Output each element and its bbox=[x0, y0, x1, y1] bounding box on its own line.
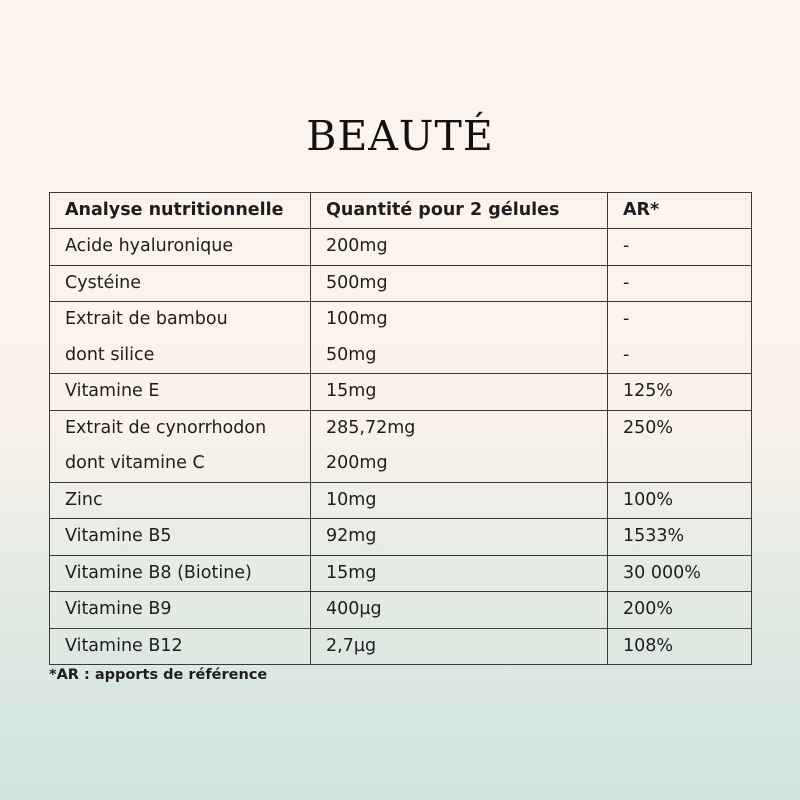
header-quantity: Quantité pour 2 gélules bbox=[311, 193, 608, 229]
nutrient-name: Acide hyaluronique bbox=[65, 236, 234, 256]
nutrient-ar: 100% bbox=[623, 489, 674, 510]
quantity-cell bbox=[311, 229, 608, 266]
nutrient-name-cell bbox=[50, 592, 311, 629]
quantity-cell bbox=[311, 628, 608, 665]
header-nutritional-analysis: Analyse nutritionnelle bbox=[50, 193, 311, 229]
ar-cell bbox=[608, 592, 752, 629]
header-reference-intake: AR* bbox=[608, 193, 752, 229]
nutrient-name: Zinc bbox=[65, 489, 103, 510]
table-row bbox=[50, 302, 752, 374]
nutrient-name-cell bbox=[50, 302, 311, 374]
nutrient-quantity: 2,7µg bbox=[326, 635, 377, 656]
nutrient-quantity: 10mg bbox=[326, 489, 377, 510]
nutrient-quantity: 400µg bbox=[326, 599, 382, 619]
nutrient-name-cell bbox=[50, 555, 311, 592]
table-row bbox=[50, 628, 752, 665]
quantity-cell bbox=[311, 592, 608, 629]
ar-cell bbox=[608, 302, 752, 374]
table-row bbox=[50, 482, 752, 519]
nutrient-sub-name: dont vitamine C bbox=[65, 453, 205, 473]
nutrient-quantity: 500mg bbox=[326, 272, 388, 293]
nutrient-ar: - bbox=[623, 236, 630, 256]
table-row bbox=[50, 519, 752, 556]
nutrient-name: Vitamine E bbox=[65, 381, 160, 401]
table-row bbox=[50, 555, 752, 592]
table-row bbox=[50, 374, 752, 411]
nutrient-ar: - bbox=[623, 309, 630, 329]
nutrient-quantity: 285,72mg bbox=[326, 417, 416, 438]
nutrient-name: Vitamine B12 bbox=[65, 635, 183, 656]
quantity-cell bbox=[311, 374, 608, 411]
ar-cell bbox=[608, 628, 752, 665]
nutrient-ar: - bbox=[623, 272, 630, 293]
table-header-row bbox=[50, 193, 752, 229]
table-row bbox=[50, 265, 752, 302]
nutrient-ar: 250% bbox=[623, 417, 674, 438]
ar-cell bbox=[608, 555, 752, 592]
nutrient-ar: 1533% bbox=[623, 526, 685, 546]
ar-cell bbox=[608, 229, 752, 266]
nutrient-name-cell bbox=[50, 410, 311, 482]
nutrient-name-cell bbox=[50, 519, 311, 556]
nutrient-name: Vitamine B8 (Biotine) bbox=[65, 562, 252, 583]
nutrient-sub-quantity: 50mg bbox=[326, 344, 377, 365]
nutrient-name: Extrait de bambou bbox=[65, 309, 228, 329]
nutrient-name-cell bbox=[50, 265, 311, 302]
quantity-cell bbox=[311, 555, 608, 592]
nutrient-name: Vitamine B9 bbox=[65, 599, 172, 619]
quantity-cell bbox=[311, 482, 608, 519]
table-row bbox=[50, 592, 752, 629]
nutrient-name-cell bbox=[50, 628, 311, 665]
quantity-cell bbox=[311, 302, 608, 374]
nutrient-name-cell bbox=[50, 482, 311, 519]
nutrient-quantity: 200mg bbox=[326, 236, 388, 256]
nutrient-quantity: 15mg bbox=[326, 381, 377, 401]
ar-cell bbox=[608, 374, 752, 411]
ar-cell bbox=[608, 410, 752, 482]
quantity-cell bbox=[311, 410, 608, 482]
ar-cell bbox=[608, 265, 752, 302]
nutrient-ar: 30 000% bbox=[623, 562, 701, 583]
page-title: BEAUTÉ bbox=[306, 112, 494, 160]
quantity-cell bbox=[311, 519, 608, 556]
footnote: *AR : apports de référence bbox=[49, 667, 268, 683]
nutrient-ar: 200% bbox=[623, 599, 674, 619]
nutrient-name: Extrait de cynorrhodon bbox=[65, 417, 267, 438]
nutrient-sub-ar: - bbox=[623, 344, 630, 365]
table-row bbox=[50, 410, 752, 482]
ar-cell bbox=[608, 519, 752, 556]
ar-cell bbox=[608, 482, 752, 519]
table-row bbox=[50, 229, 752, 266]
nutrient-quantity: 92mg bbox=[326, 526, 377, 546]
nutrient-ar: 108% bbox=[623, 635, 674, 656]
nutrient-name: Cystéine bbox=[65, 272, 142, 293]
nutrient-name: Vitamine B5 bbox=[65, 526, 172, 546]
nutrient-sub-name: dont silice bbox=[65, 344, 155, 365]
nutrient-name-cell bbox=[50, 374, 311, 411]
nutrient-sub-quantity: 200mg bbox=[326, 453, 388, 473]
nutrient-quantity: 100mg bbox=[326, 309, 388, 329]
nutrient-ar: 125% bbox=[623, 381, 674, 401]
quantity-cell bbox=[311, 265, 608, 302]
nutrient-quantity: 15mg bbox=[326, 562, 377, 583]
nutrient-name-cell bbox=[50, 229, 311, 266]
nutrition-table bbox=[49, 192, 752, 665]
